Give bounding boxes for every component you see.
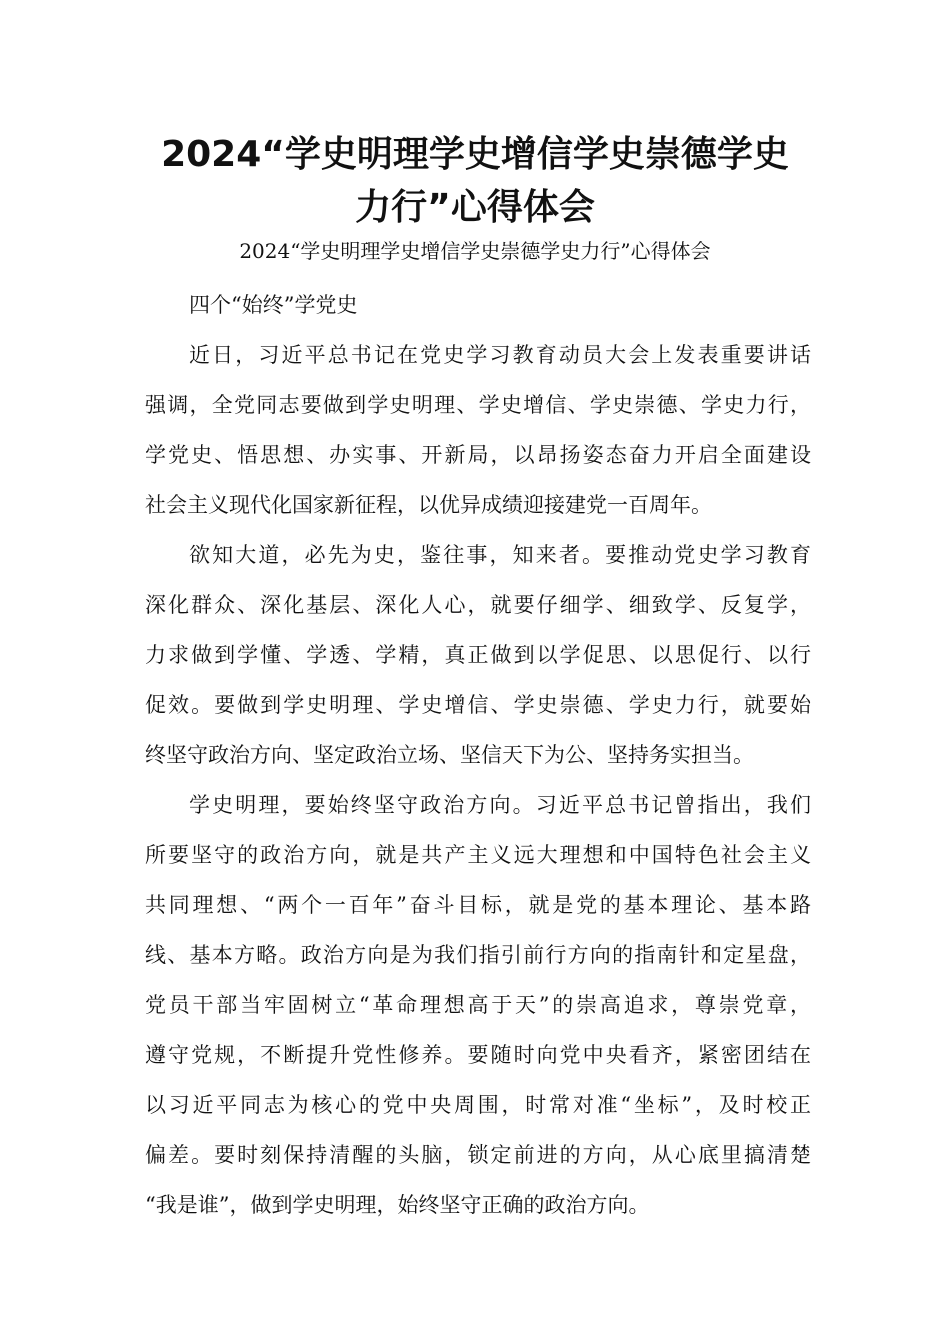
- paragraph-2: [145, 530, 811, 780]
- paragraph-line: 偏差。要时刻保持清醒的头脑，锁定前进的方向，从心底里搞清楚: [145, 1143, 811, 1167]
- document-body: [145, 280, 811, 1230]
- paragraph-line: 线、基本方略。政治方向是为我们指引前行方向的指南针和定星盘，: [145, 943, 811, 967]
- paragraph-line: 党员干部当牢固树立“革命理想高于天”的崇高追求，尊崇党章，: [145, 993, 811, 1017]
- paragraph-line: “我是谁”，做到学史明理，始终坚守正确的政治方向。: [145, 1193, 650, 1217]
- section-heading: [145, 280, 811, 330]
- paragraph-line: 社会主义现代化国家新征程，以优异成绩迎接建党一百周年。: [145, 493, 712, 517]
- paragraph-line: 所要坚守的政治方向，就是共产主义远大理想和中国特色社会主义: [145, 843, 811, 867]
- document-subtitle: 2024“学史明理学史增信学史崇德学史力行”心得体会: [239, 239, 711, 263]
- paragraph-line: 强调，全党同志要做到学史明理、学史增信、学史崇德、学史力行，: [145, 393, 811, 417]
- paragraph-line: 欲知大道，必先为史，鉴往事，知来者。要推动党史学习教育: [189, 543, 811, 567]
- paragraph-1: [145, 330, 811, 530]
- paragraph-line: 促效。要做到学史明理、学史增信、学史崇德、学史力行，就要始: [145, 693, 811, 717]
- paragraph-line: 以习近平同志为核心的党中央周围，时常对准“坐标”，及时校正: [145, 1093, 811, 1117]
- paragraph-line: 力求做到学懂、学透、学精，真正做到以学促思、以思促行、以行: [145, 643, 811, 667]
- document-title: [120, 128, 830, 234]
- paragraph-line: 遵守党规，不断提升党性修养。要随时向党中央看齐，紧密团结在: [145, 1043, 811, 1067]
- paragraph-3: [145, 780, 811, 1230]
- paragraph-line: 共同理想、“两个一百年”奋斗目标，就是党的基本理论、基本路: [145, 893, 811, 917]
- paragraph-line: 终坚守政治方向、坚定政治立场、坚信天下为公、坚持务实担当。: [145, 743, 754, 767]
- title-line-1: 2024“学史明理学史增信学史崇德学史: [161, 134, 789, 175]
- section-heading-text: 四个“始终”学党史: [189, 293, 358, 317]
- paragraph-line: 学史明理，要始终坚守政治方向。习近平总书记曾指出，我们: [189, 793, 811, 817]
- paragraph-line: 学党史、悟思想、办实事、开新局，以昂扬姿态奋力开启全面建设: [145, 443, 811, 467]
- paragraph-line: 近日，习近平总书记在党史学习教育动员大会上发表重要讲话: [189, 343, 811, 367]
- paragraph-line: 深化群众、深化基层、深化人心，就要仔细学、细致学、反复学，: [145, 593, 811, 617]
- title-line-2: 力行”心得体会: [355, 187, 595, 228]
